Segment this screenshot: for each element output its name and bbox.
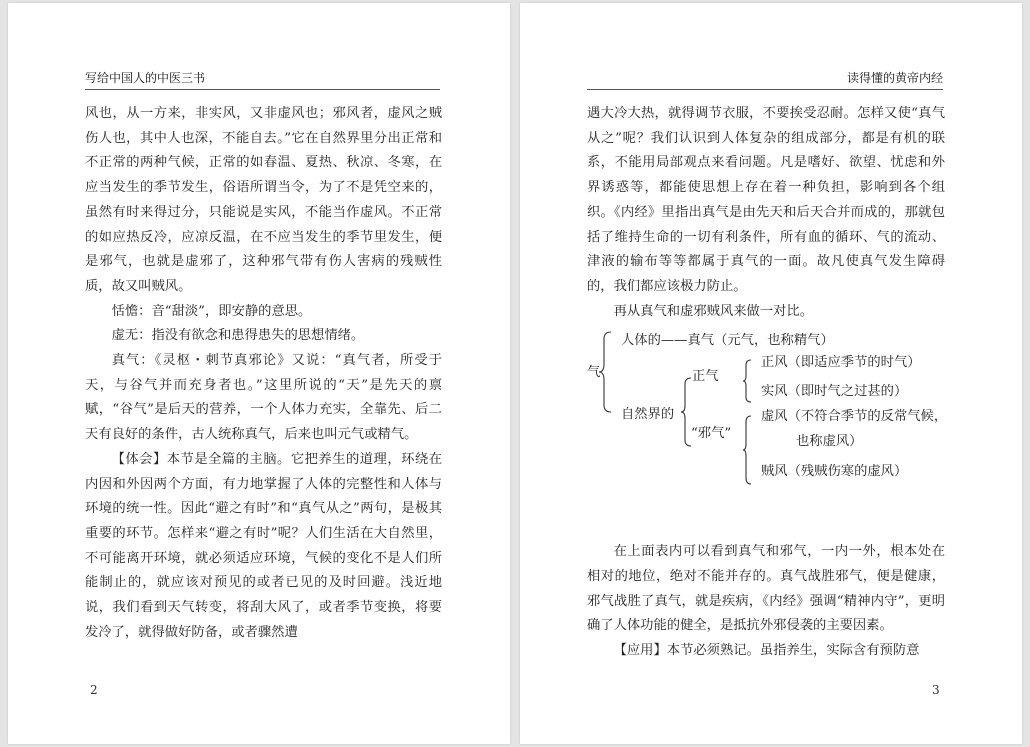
diagram-xufeng-label-cont: 也称虚风）: [796, 434, 863, 450]
diagram-root-label: 气: [587, 365, 601, 381]
page-number: 3: [932, 683, 940, 697]
running-header: 读得懂的黄帝内经: [587, 67, 943, 90]
diagram-zhengqi-label: 正气: [692, 369, 719, 385]
brace-icon: [743, 415, 753, 485]
paragraph: 在上面表内可以看到真气和邪气，一内一外，根本处在相对的地位，绝对不能并存的。真气战胜邪气，便是健康，邪气战胜了真气，就是疾病，《内经》强调“精神内守”，更明确了人体功能的健全，是抵抗外邪侵袭的主要因素。: [587, 544, 945, 634]
right-page: [520, 3, 1022, 744]
brace-icon: [599, 331, 613, 413]
qi-classification-diagram: [587, 329, 948, 534]
paragraph: 再从真气和虚邪贼风来做一对比。: [613, 303, 814, 319]
paragraph: 【应用】本节必须熟记。虽指养生，实际含有预防意: [613, 643, 920, 659]
brace-icon: [743, 359, 753, 403]
diagram-xufeng-label: 虚风（不符合季节的反常气候，: [761, 409, 948, 425]
left-page: [8, 3, 510, 744]
diagram-zhengfeng-label: 正风（即适应季节的时气）: [761, 355, 921, 371]
page-number: 2: [90, 683, 98, 697]
paragraph: 遇大冷大热，就得调节衣服，不要挨受忍耐。怎样又使“真气从之”呢？我们认识到人体复杂的组成部分，都是有机的联系，不能用局部观点来看问题。凡是嗜好、欲望、忧虑和外界诱惑等，都能使思想上存在着一种负担，影响到各个组织。《内经》里指出真气是由先天和后天合并而成的，那就包括了维持生命的一切有利条件，所有血的循环、气的流动、津液的输布等等都属于真气的一面。故凡使真气发生障碍的，我们都应该极力防止。: [587, 106, 945, 294]
paragraph: 恬憺：音“甜淡”，即安静的意思。: [111, 303, 312, 319]
paragraph: 虚无：指没有欲念和患得患失的思想情绪。: [111, 328, 365, 344]
diagram-human-label: 人体的——真气（元气，也称精气）: [621, 333, 834, 349]
diagram-zeifeng-label: 贼风（残贼伤寒的虚风）: [761, 464, 908, 480]
running-header: 写给中国人的中医三书: [85, 67, 440, 90]
paragraph: 【体会】本节是全篇的主脑。它把养生的道理，环绕在内因和外因两个方面，有力地掌握了人体的完整性和人体与环境的统一性。因此“避之有时”和“真气从之”两句，是极其重要的环节。怎样来“避之有时”呢？人们生活在大自然里，不可能离开环境，就必须适应环境，气候的变化不是人们所能制止的，就应该对预见的或者已见的及时回避。浅近地说，我们看到天气转变，将刮大风了，或者季节变换，将要发冷了，就得做好防备，或者骤然遭: [85, 451, 442, 640]
diagram-nature-label: 自然界的: [621, 407, 675, 423]
diagram-shifeng-label: 实风（即时气之过甚的）: [761, 384, 908, 400]
paragraph: 真气：《灵枢・刺节真邪论》又说：“真气者，所受于天，与谷气并而充身者也。”这里所说的“天”是先天的禀赋，“谷气”是后天的营养，一个人体力充实，全靠先、后二天有良好的条件，古人统称真气，后来也叫元气或精气。: [85, 353, 442, 443]
page-body: [587, 102, 948, 664]
page-body: [85, 102, 442, 645]
diagram-xieqi-label: “邪气”: [691, 426, 732, 442]
paragraph: 风也，从一方来，非实风，又非虚风也；邪风者，虚风之贼伤人也，其中人也深，不能自去。”它在自然界里分出正常和不正常的两种气候，正常的如春温、夏热、秋凉、冬寒，在应当发生的季节发生，俗语所谓当令，为了不是凭空来的，虽然有时来得过分，只能说是实风，不能当作虚风。不正常的如应热反冷，应凉反温，在不应当发生的季节里发生，便是邪气，也就是虚邪了，这种邪气带有伤人害病的残贼性质，故又叫贼风。: [85, 106, 442, 294]
